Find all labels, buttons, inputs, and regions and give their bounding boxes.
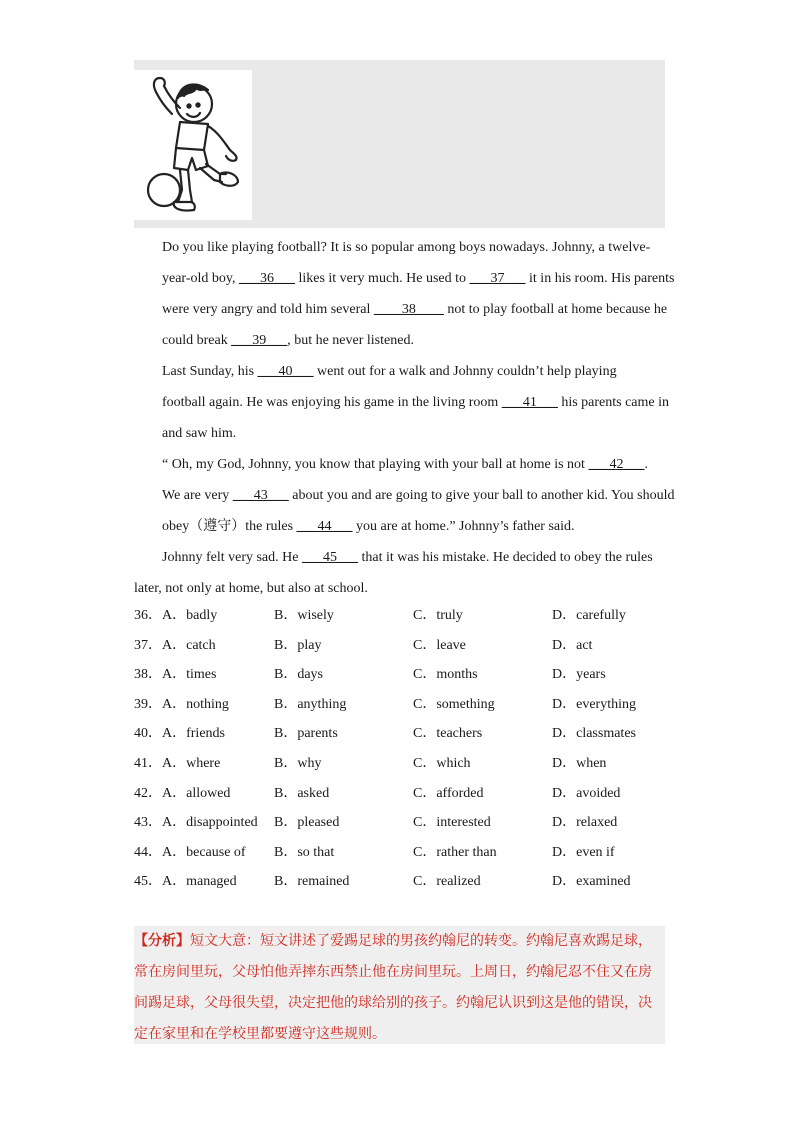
paragraph-1 xyxy=(134,232,675,356)
option-c: C．which xyxy=(413,755,471,771)
analysis-text: 定在家里和在学校里都要遵守这些规则。 xyxy=(134,1026,386,1042)
option-text: A．managed xyxy=(162,874,237,890)
question-number: 42． xyxy=(134,785,162,801)
option-a xyxy=(134,660,216,690)
analysis-text: 常在房间里玩，父母怕他弄摔东西禁止他在房间里玩。上周日，约翰尼忍不住又在房 xyxy=(134,964,652,980)
passage-text: you are at home.” Johnny’s father said. xyxy=(352,519,575,534)
option-d: D．act xyxy=(552,637,593,653)
passage-text: likes it very much. He used to xyxy=(294,271,470,286)
option-b: B．wisely xyxy=(274,608,334,623)
blank-44: ___44___ xyxy=(296,519,353,534)
blank-40: ___40___ xyxy=(257,364,314,379)
option-b: B．so that xyxy=(274,844,335,860)
passage-text: football again. He was enjoying his game in the living room xyxy=(162,395,502,410)
passage-text: and saw him. xyxy=(162,426,237,441)
question-row xyxy=(134,660,674,690)
option-d: D．years xyxy=(552,667,606,683)
option-text: A．nothing xyxy=(162,696,229,712)
option-text: A．badly xyxy=(162,608,218,623)
paragraph-2 xyxy=(134,356,668,449)
passage-text: about you and are going to give your ball to another kid. You should xyxy=(288,488,675,503)
option-a xyxy=(134,631,216,661)
option-d: D．even if xyxy=(552,844,615,860)
option-text: A．times xyxy=(162,667,217,683)
option-d: D．examined xyxy=(552,874,631,890)
question-row xyxy=(134,690,674,720)
question-row xyxy=(134,719,674,749)
passage-text: that it was his mistake. He decided to obey the rules xyxy=(357,550,653,565)
question-number: 45． xyxy=(134,874,162,890)
question-row xyxy=(134,631,674,661)
passage-text: later, not only at home, but also at school. xyxy=(134,581,368,596)
option-b: B．pleased xyxy=(274,815,340,831)
question-row xyxy=(134,601,674,631)
question-number: 44． xyxy=(134,844,162,860)
question-number: 36． xyxy=(134,608,162,623)
option-a xyxy=(134,749,220,779)
option-c: C．truly xyxy=(413,608,463,623)
option-b: B．remained xyxy=(274,874,350,890)
blank-42: ___42___ xyxy=(588,457,645,472)
passage-text: obey（遵守）the rules xyxy=(162,519,297,534)
passage-text: his parents came in xyxy=(557,395,670,410)
option-b: B．why xyxy=(274,755,322,771)
boy-football-image xyxy=(134,70,252,220)
blank-36: ___36___ xyxy=(238,271,295,286)
option-a xyxy=(134,601,217,631)
passage-text: were very angry and told him several xyxy=(162,302,374,317)
question-number: 37． xyxy=(134,637,162,653)
option-b: B．days xyxy=(274,667,323,683)
passage-text: We are very xyxy=(162,488,233,503)
option-text: A．where xyxy=(162,755,221,771)
analysis-text: 间踢足球，父母很失望，决定把他的球给别的孩子。约翰尼认识到这是他的错误，决 xyxy=(134,995,652,1011)
cloze-passage xyxy=(134,232,675,604)
option-a xyxy=(134,808,258,838)
blank-39: ___39___ xyxy=(231,333,288,348)
option-a xyxy=(134,867,237,897)
question-row xyxy=(134,808,674,838)
analysis-box xyxy=(134,926,665,1044)
option-b: B．anything xyxy=(274,696,347,712)
option-d: D．classmates xyxy=(552,726,636,742)
question-number: 39． xyxy=(134,696,162,712)
passage-text: not to play football at home because he xyxy=(443,302,668,317)
question-number: 41． xyxy=(134,755,162,771)
passage-text: went out for a walk and Johnny couldn’t help playing xyxy=(313,364,617,379)
question-number: 40． xyxy=(134,726,162,742)
paragraph-4 xyxy=(134,542,668,573)
blank-45: ___45___ xyxy=(301,550,358,565)
option-c: C．leave xyxy=(413,637,466,653)
option-c: C．rather than xyxy=(413,844,497,860)
option-b: B．asked xyxy=(274,785,330,801)
blank-43: ___43___ xyxy=(232,488,289,503)
option-a xyxy=(134,838,246,868)
option-b: B．parents xyxy=(274,726,338,742)
passage-text: Do you like playing football? It is so popular among boys nowadays. Johnny, a twelve- xyxy=(162,240,651,255)
option-c: C．something xyxy=(413,696,495,712)
passage-text: it in his room. His parents xyxy=(525,271,675,286)
question-options xyxy=(134,601,674,897)
question-row xyxy=(134,779,674,809)
option-d: D．when xyxy=(552,755,607,771)
blank-37: ___37___ xyxy=(469,271,526,286)
option-c: C．afforded xyxy=(413,785,484,801)
option-b: B．play xyxy=(274,637,322,653)
option-c: C．months xyxy=(413,667,478,683)
option-d: D．everything xyxy=(552,696,636,712)
option-text: A．friends xyxy=(162,726,225,742)
option-d: D．carefully xyxy=(552,608,626,623)
option-a xyxy=(134,719,225,749)
blank-38: ____38____ xyxy=(373,302,444,317)
boy-kicking-football-icon xyxy=(134,70,252,220)
question-row xyxy=(134,749,674,779)
option-text: A．because of xyxy=(162,844,246,860)
question-row xyxy=(134,867,674,897)
passage-text: . xyxy=(644,457,648,472)
passage-text: “ Oh, my God, Johnny, you know that playing with your ball at home is not xyxy=(162,457,589,472)
question-number: 38． xyxy=(134,667,162,683)
option-a xyxy=(134,690,229,720)
option-d: D．avoided xyxy=(552,785,621,801)
blank-41: ___41___ xyxy=(501,395,558,410)
question-number: 43． xyxy=(134,815,162,831)
passage-text: , but he never listened. xyxy=(287,333,414,348)
figure-panel xyxy=(134,60,665,228)
option-c: C．interested xyxy=(413,815,491,831)
passage-text: could break xyxy=(162,333,232,348)
option-text: A．disappointed xyxy=(162,815,258,831)
option-c: C．realized xyxy=(413,874,481,890)
passage-text: Last Sunday, his xyxy=(162,364,258,379)
option-text: A．catch xyxy=(162,637,216,653)
question-row xyxy=(134,838,674,868)
passage-text: year-old boy, xyxy=(162,271,239,286)
option-d: D．relaxed xyxy=(552,815,618,831)
analysis-text: 短文大意：短文讲述了爱踢足球的男孩约翰尼的转变。约翰尼喜欢踢足球， xyxy=(190,933,652,949)
paragraph-3 xyxy=(134,449,675,542)
option-text: A．allowed xyxy=(162,785,231,801)
paragraph-4-end xyxy=(134,573,668,604)
option-c: C．teachers xyxy=(413,726,483,742)
analysis-tag: 【分析】 xyxy=(134,933,190,949)
option-a xyxy=(134,779,230,809)
passage-text: Johnny felt very sad. He xyxy=(162,550,302,565)
